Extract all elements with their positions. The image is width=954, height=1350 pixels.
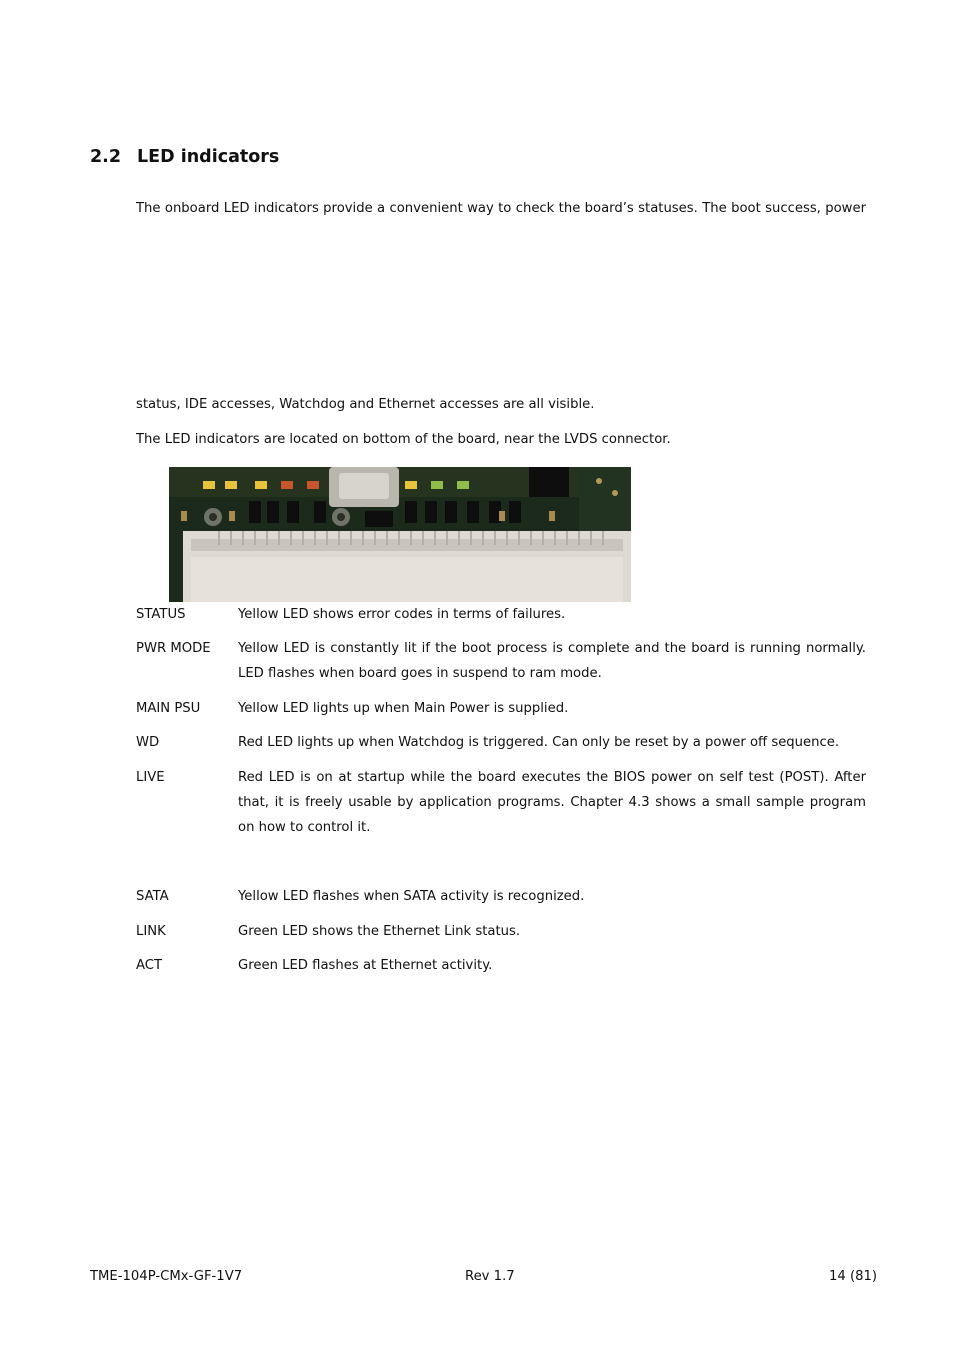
- led-description: Green LED flashes at Ethernet activity.: [238, 958, 493, 973]
- led-row-main-psu: [136, 696, 866, 721]
- section-heading: [90, 147, 279, 167]
- pcb-image: [169, 467, 631, 602]
- led-term: MAIN PSU: [136, 701, 201, 716]
- section-number: 2.2: [90, 147, 122, 167]
- led-description: Yellow LED shows error codes in terms of failures.: [238, 607, 566, 622]
- footer-doc-id: TME-104P-CMx-GF-1V7: [90, 1269, 243, 1284]
- led-term: SATA: [136, 889, 169, 904]
- led-row-live: [136, 765, 866, 840]
- footer-page-number: 14 (81): [829, 1269, 878, 1284]
- led-row-status: [136, 602, 866, 627]
- led-board-photo: [169, 467, 631, 602]
- location-paragraph: The LED indicators are located on bottom of the board, near the LVDS connector.: [136, 432, 671, 447]
- led-term: ACT: [136, 958, 163, 973]
- led-description: Red LED lights up when Watchdog is triggered. Can only be reset by a power off sequence.: [238, 735, 840, 750]
- led-description: Yellow LED is constantly lit if the boot process is complete and the board is running normally. LED flashes when board goes in suspend to ram mode.: [238, 641, 866, 681]
- section-title: LED indicators: [137, 147, 280, 167]
- led-row-pwr-mode: [136, 636, 866, 686]
- led-term: LINK: [136, 924, 166, 939]
- led-row-act: [136, 953, 866, 978]
- led-term: STATUS: [136, 607, 186, 622]
- footer-revision: Rev 1.7: [465, 1269, 515, 1284]
- led-description: Red LED is on at startup while the board executes the BIOS power on self test (POST). After that, it is freely usable by application programs. Chapter 4.3 shows a small sample program on how to control it.: [238, 770, 866, 835]
- led-description: Yellow LED lights up when Main Power is supplied.: [238, 701, 569, 716]
- led-term: LIVE: [136, 770, 165, 785]
- led-description: Green LED shows the Ethernet Link status.: [238, 924, 521, 939]
- intro-paragraph-line1: The onboard LED indicators provide a convenient way to check the board’s statuses. The boot success, power: [136, 201, 866, 216]
- led-term: WD: [136, 735, 160, 750]
- led-row-wd: [136, 730, 866, 755]
- intro-paragraph-line2: status, IDE accesses, Watchdog and Ethernet accesses are all visible.: [136, 397, 595, 412]
- led-term: PWR MODE: [136, 641, 211, 656]
- led-row-link: [136, 919, 866, 944]
- led-row-sata: [136, 884, 866, 909]
- led-description: Yellow LED flashes when SATA activity is recognized.: [238, 889, 585, 904]
